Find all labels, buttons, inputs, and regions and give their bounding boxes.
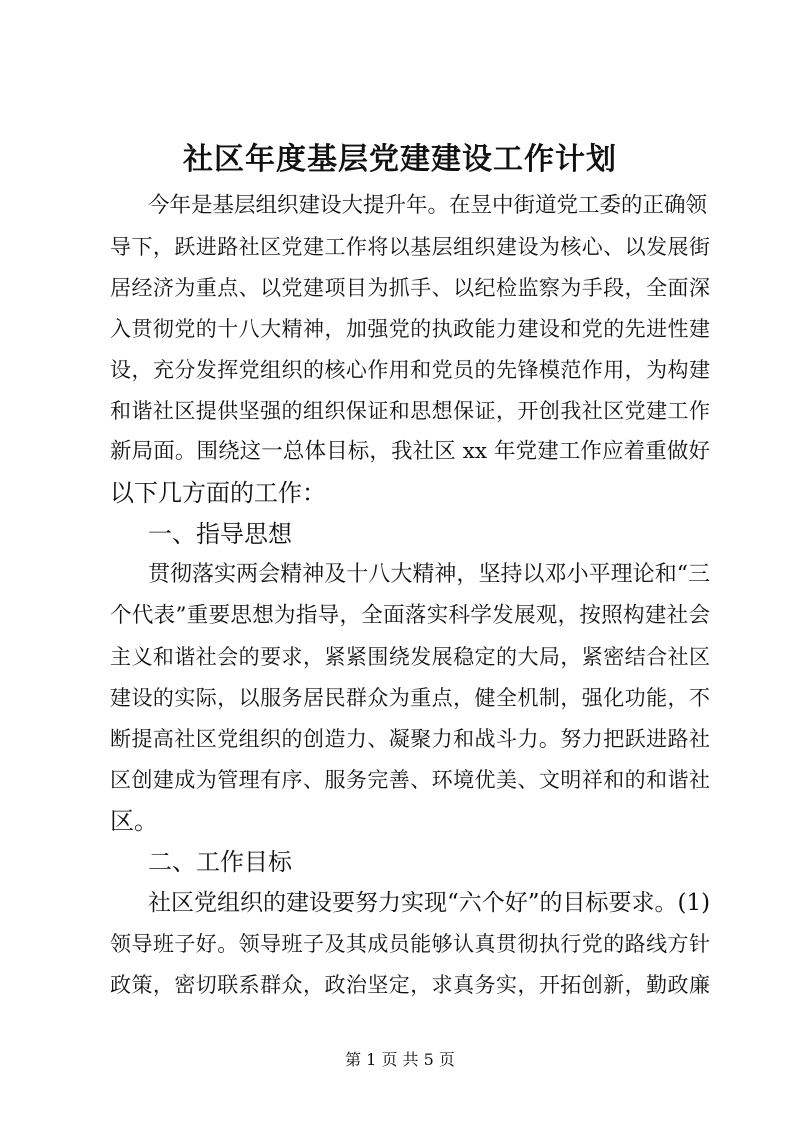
document-title: 社区年度基层党建建设工作计划 [183, 142, 617, 177]
text-line: 导下，跃进路社区党建工作将以基层组织建设为核心、以发展街 [110, 235, 710, 259]
text-line: 建设的实际，以服务居民群众为重点，健全机制，强化功能，不 [110, 686, 710, 710]
text-line: 设，充分发挥党组织的核心作用和党员的先锋模范作用，为构建 [110, 358, 710, 382]
text-line: 社区党组织的建设要努力实现“六个好”的目标要求。(1) [148, 890, 710, 916]
section-heading: 二、工作目标 [148, 848, 292, 876]
section-heading: 一、指导思想 [148, 520, 292, 548]
page-number-footer: 第 1 页 共 5 页 [345, 1050, 455, 1069]
text-line: 新局面。围绕这一总体目标，我社区 xx 年党建工作应着重做好 [110, 439, 710, 464]
text-line: 区。 [110, 807, 158, 835]
text-line: 主义和谐社会的要求，紧紧围绕发展稳定的大局，紧密结合社区 [110, 645, 710, 669]
text-line: 今年是基层组织建设大提升年。在昱中街道党工委的正确领 [148, 193, 708, 218]
text-line: 领导班子好。领导班子及其成员能够认真贯彻执行党的路线方针 [110, 932, 710, 956]
text-line: 政策，密切联系群众，政治坚定，求真务实，开拓创新，勤政廉 [110, 973, 710, 997]
text-line: 区创建成为管理有序、服务完善、环境优美、文明祥和的和谐社 [110, 768, 710, 792]
text-line: 居经济为重点、以党建项目为抓手、以纪检监察为手段，全面深 [110, 276, 710, 300]
text-line: 以下几方面的工作： [110, 479, 326, 507]
text-line: 断提高社区党组织的创造力、凝聚力和战斗力。努力把跃进路社 [110, 727, 710, 751]
text-line: 个代表”重要思想为指导，全面落实科学发展观，按照构建社会 [110, 603, 710, 628]
text-line: 贯彻落实两会精神及十八大精神，坚持以邓小平理论和“三 [148, 562, 710, 587]
text-line: 入贯彻党的十八大精神，加强党的执政能力建设和党的先进性建 [110, 317, 710, 341]
text-line: 和谐社区提供坚强的组织保证和思想保证，开创我社区党建工作 [110, 399, 710, 423]
